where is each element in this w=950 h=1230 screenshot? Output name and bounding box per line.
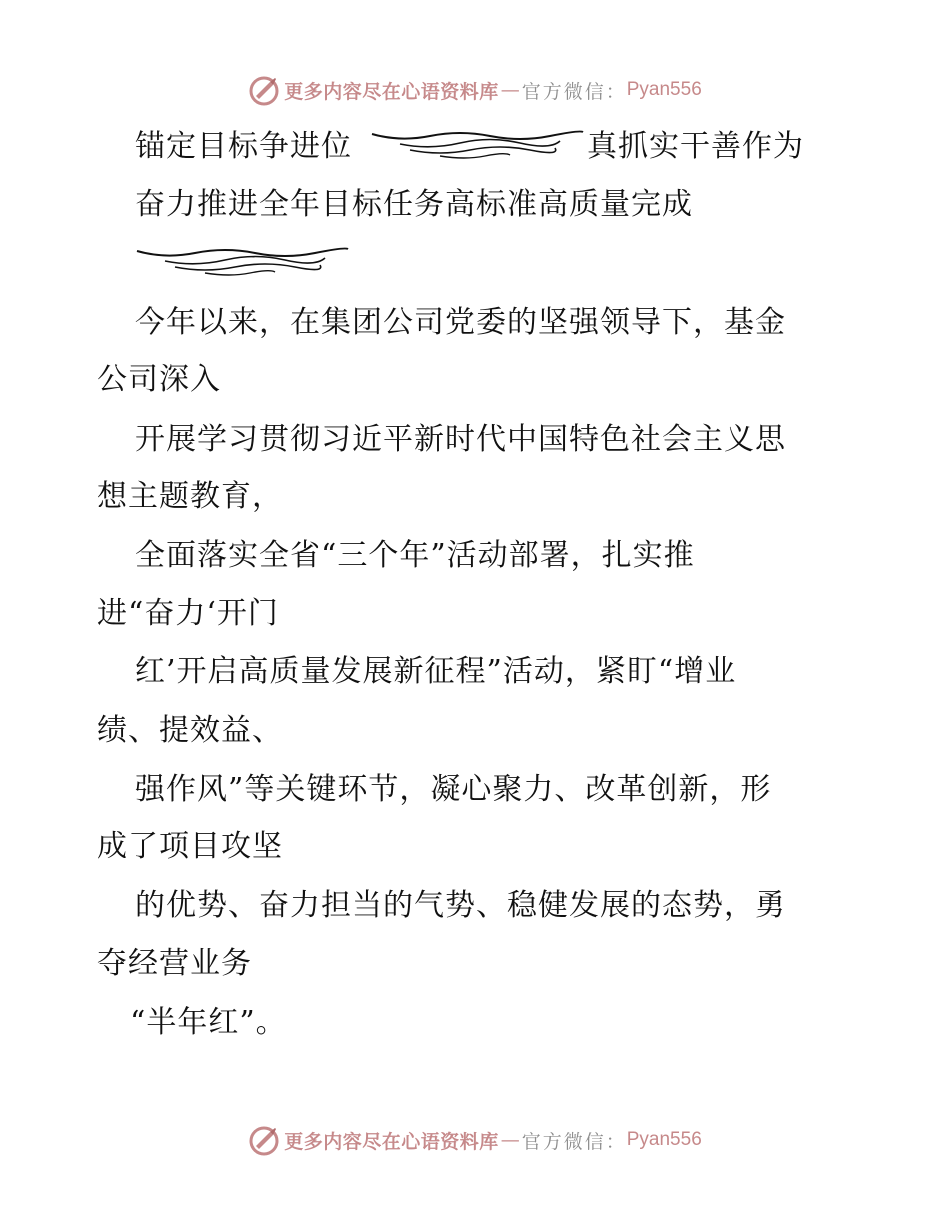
banner-wechat-label: 官方微信：	[521, 80, 627, 103]
logo-icon	[248, 74, 280, 106]
header-banner	[0, 70, 950, 110]
body-line: 全面落实全省“三个年”活动部署，扎实推	[135, 538, 695, 573]
body-line: 今年以来，在集团公司党委的坚强领导下，基金	[135, 305, 786, 340]
banner-main-text: 更多内容尽在心语资料库	[284, 80, 499, 103]
title-line1-right: 真抓实干善作为	[587, 129, 804, 164]
title-wave-decoration-1	[370, 128, 585, 164]
banner-dash: —	[500, 79, 520, 101]
body-line: 开展学习贯彻习近平新时代中国特色社会主义思	[135, 422, 786, 457]
title-wave-decoration-2	[135, 245, 350, 281]
body-line: 想主题教育，	[97, 479, 283, 514]
body-line: 成了项目攻坚	[97, 829, 283, 864]
title-line1-left: 锚定目标争进位	[135, 129, 352, 164]
banner-wechat-label: 官方微信：	[521, 1130, 627, 1153]
body-line: 公司深入	[97, 362, 221, 397]
title-line2: 奋力推进全年目标任务高标准高质量完成	[135, 187, 693, 222]
banner-wechat-id: Pyan556	[626, 1129, 702, 1150]
logo-icon	[248, 1124, 280, 1156]
body-line: 绩、提效益、	[97, 713, 283, 748]
banner-dash: —	[500, 1129, 520, 1151]
banner-main-text: 更多内容尽在心语资料库	[284, 1130, 499, 1153]
banner-wechat-id: Pyan556	[626, 79, 702, 100]
footer-banner	[0, 1120, 950, 1160]
body-line: 的优势、奋力担当的气势、稳健发展的态势，勇	[135, 888, 786, 923]
body-line: 强作风”等关键环节，凝心聚力、改革创新，形	[135, 772, 772, 807]
body-line: 夺经营业务	[97, 946, 252, 981]
body-line: 进“奋力‘开门	[97, 596, 279, 631]
body-line: 红’开启高质量发展新征程”活动，紧盯“增业	[135, 654, 737, 689]
body-line: “半年红”。	[130, 1005, 287, 1040]
